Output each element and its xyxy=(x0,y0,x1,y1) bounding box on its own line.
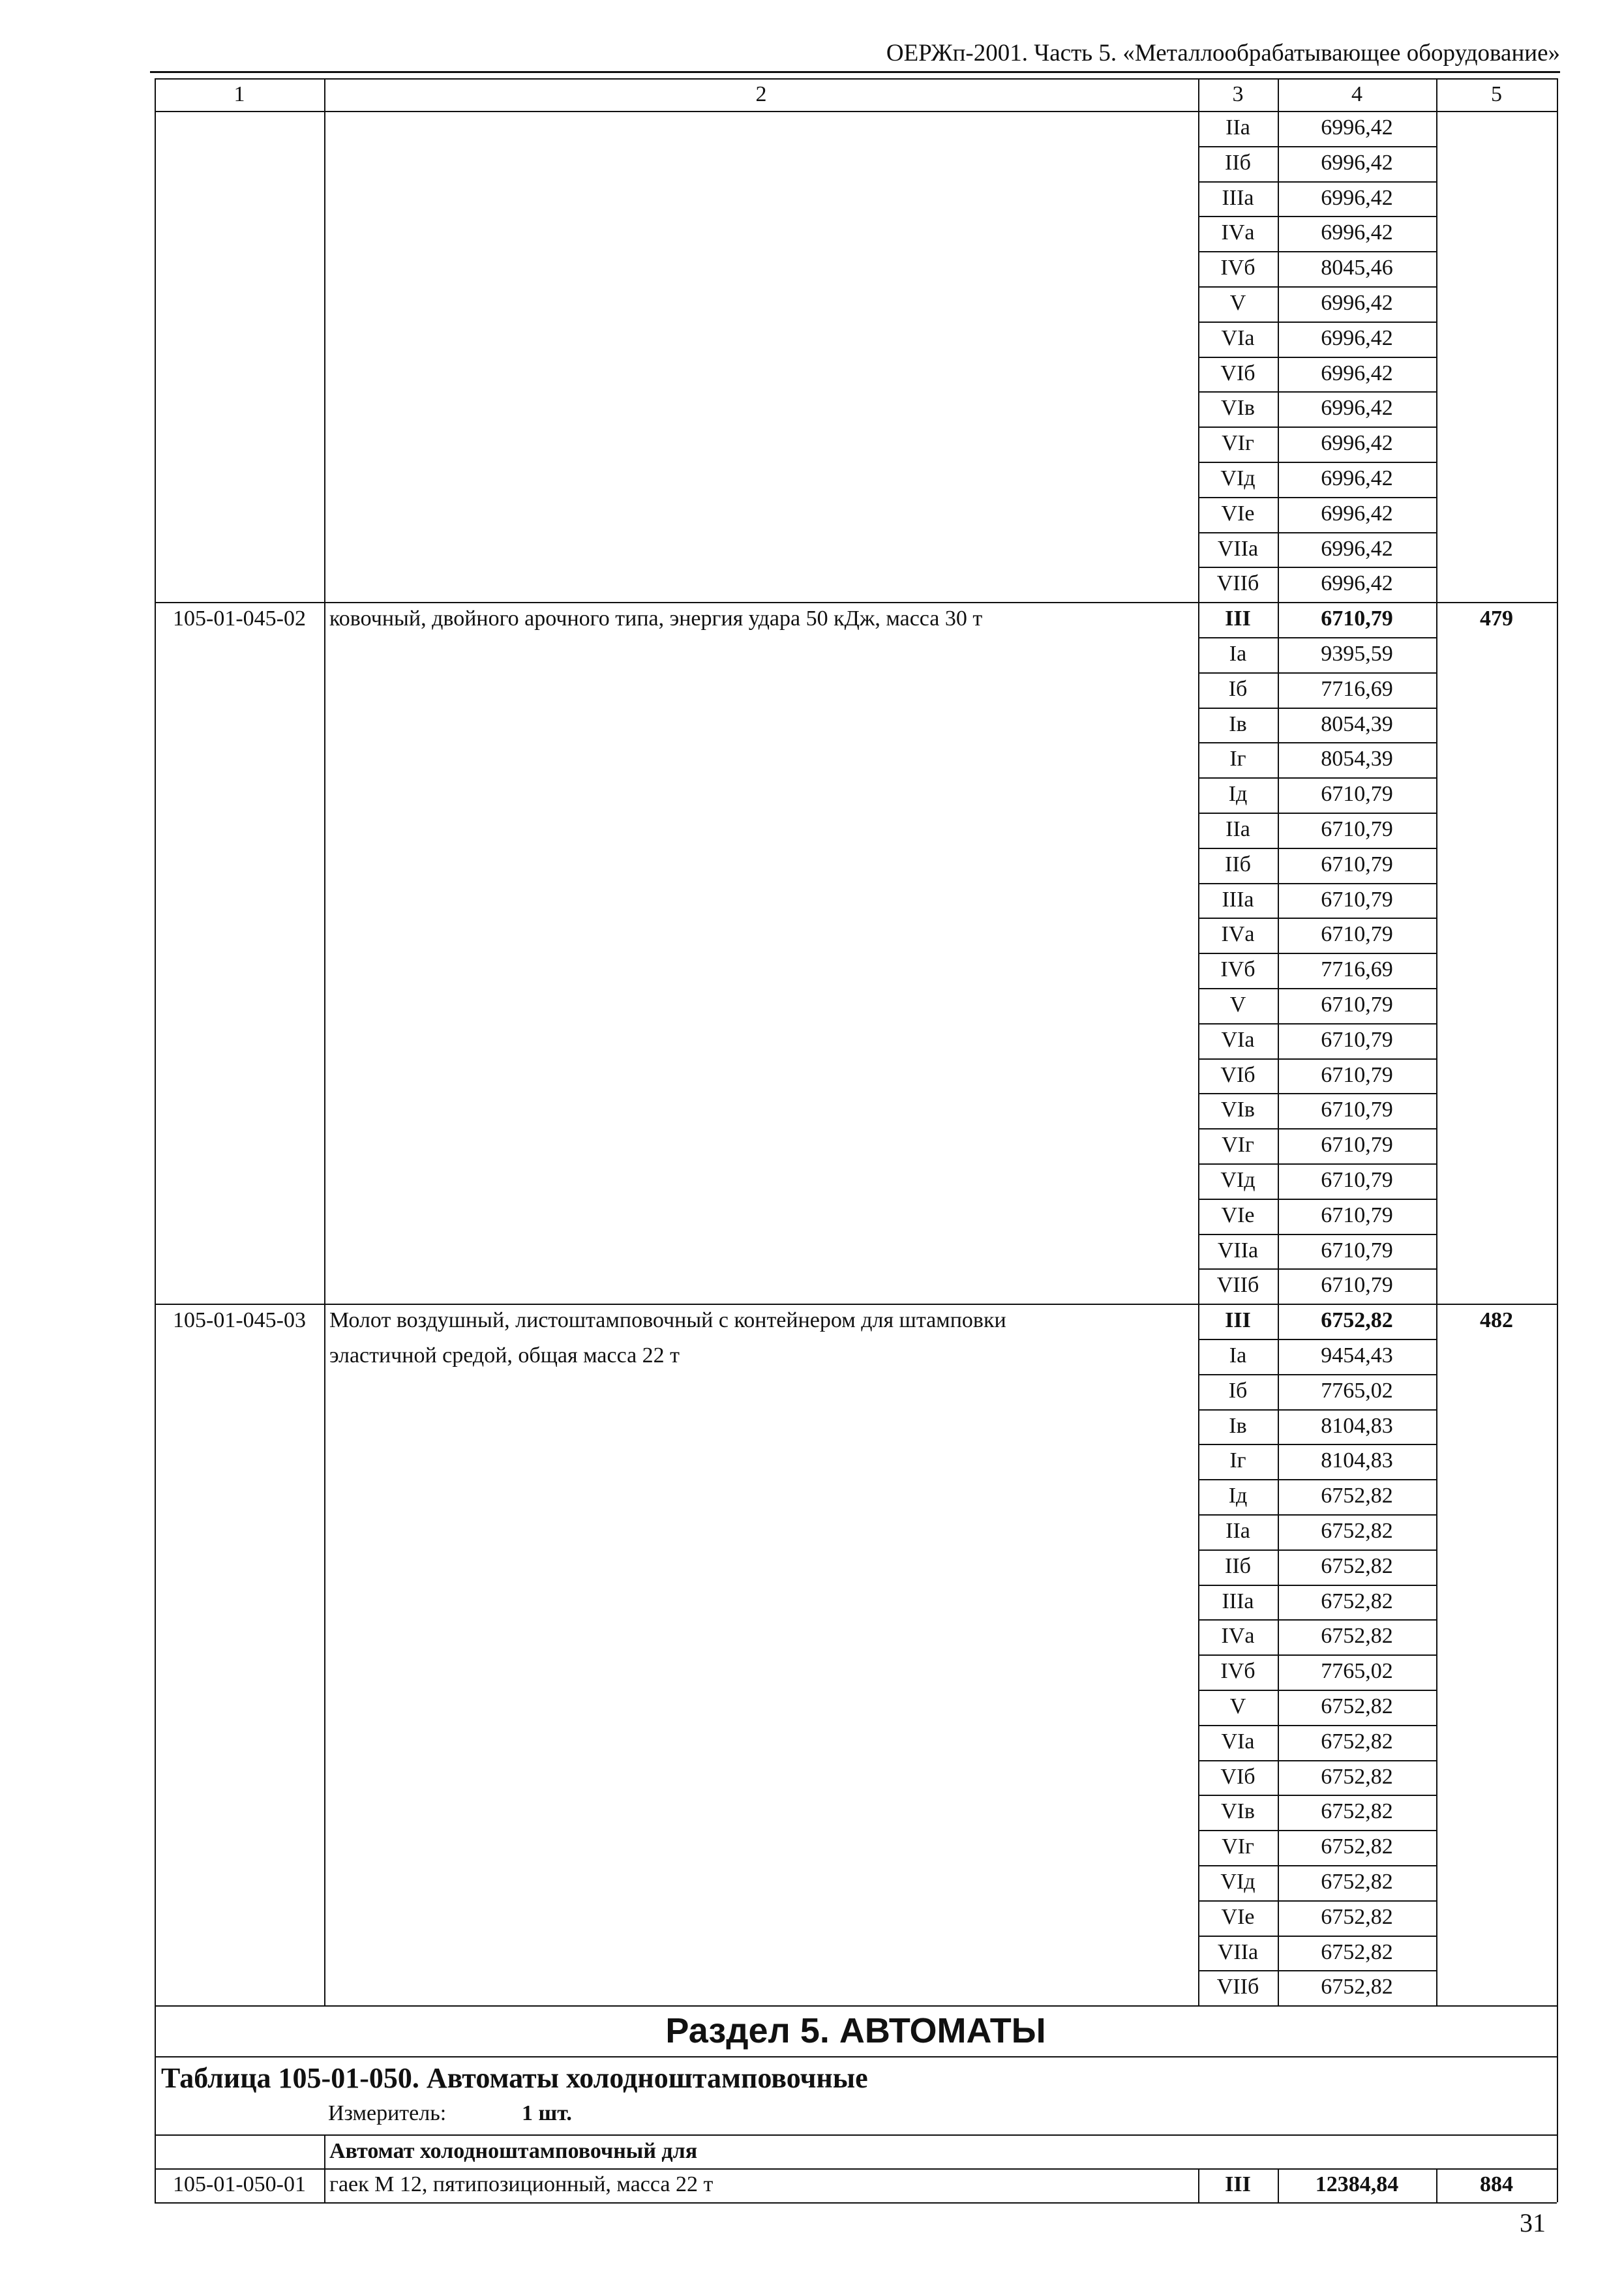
zone-cell: III xyxy=(1225,1308,1251,1333)
zone-cell: VIа xyxy=(1221,325,1255,350)
price-cell: 7716,69 xyxy=(1321,957,1393,982)
zone-cell: Iа xyxy=(1229,642,1247,666)
price-cell: 7716,69 xyxy=(1321,676,1393,701)
price-cell: 6710,79 xyxy=(1321,852,1393,876)
price-cell: 6710,79 xyxy=(1321,1098,1393,1122)
table-bottom-border xyxy=(155,2202,1557,2204)
entry-code: 105-01-050-01 xyxy=(173,2172,306,2197)
zone-cell: IIIа xyxy=(1222,887,1254,912)
section-title: Раздел 5. АВТОМАТЫ xyxy=(665,2011,1046,2051)
price-cell: 6752,82 xyxy=(1321,1764,1393,1789)
zone-cell: Iд xyxy=(1228,782,1248,807)
table-title: Таблица 105-01-050. Автоматы холодноштамповочные xyxy=(161,2062,868,2095)
entry-description: ковочный, двойного арочного типа, энергия удара 50 кДж, масса 30 т xyxy=(329,606,983,631)
price-cell: 6996,42 xyxy=(1321,501,1393,526)
price-cell: 6752,82 xyxy=(1321,1904,1393,1929)
zone-cell: IIIа xyxy=(1222,185,1254,210)
header-rule xyxy=(150,71,1560,73)
column-number: 5 xyxy=(1491,82,1502,106)
zone-cell: IIб xyxy=(1225,852,1251,876)
zone-cell: Iд xyxy=(1228,1484,1248,1508)
zone-cell: VIIб xyxy=(1216,1273,1259,1298)
entry-code: 105-01-045-02 xyxy=(173,606,306,631)
entry-total: 482 xyxy=(1480,1308,1513,1333)
column-divider xyxy=(1436,2168,1437,2202)
zone-cell: Iа xyxy=(1229,1343,1247,1368)
zone-cell: IVа xyxy=(1221,220,1255,245)
zone-cell: IVб xyxy=(1220,256,1256,280)
price-cell: 6710,79 xyxy=(1321,1062,1393,1087)
zone-cell: Iб xyxy=(1228,676,1248,701)
column-divider xyxy=(1198,2168,1199,2202)
price-cell: 6752,82 xyxy=(1321,1519,1393,1543)
column-divider xyxy=(1278,78,1279,2005)
zone-cell: VIг xyxy=(1222,1834,1254,1859)
zone-cell: VIв xyxy=(1221,1799,1255,1824)
price-cell: 9395,59 xyxy=(1321,642,1393,666)
zone-cell: IIа xyxy=(1226,1519,1250,1543)
zone-cell: VIв xyxy=(1221,396,1255,421)
price-cell: 6996,42 xyxy=(1321,431,1393,456)
zone-cell: VIIб xyxy=(1216,571,1259,596)
zone-cell: IVа xyxy=(1221,922,1255,947)
zone-cell: IVа xyxy=(1221,1624,1255,1649)
unit-value: 1 шт. xyxy=(522,2101,572,2126)
entry-code: 105-01-045-03 xyxy=(173,1308,306,1333)
price-cell: 6752,82 xyxy=(1321,1975,1393,1999)
price-cell: 8054,39 xyxy=(1321,747,1393,771)
column-divider xyxy=(324,2134,325,2168)
zone-cell: Iг xyxy=(1229,747,1246,771)
zone-cell: VIб xyxy=(1220,1062,1256,1087)
price-cell: 6710,79 xyxy=(1321,1203,1393,1227)
zone-cell: VIв xyxy=(1221,1098,1255,1122)
price-cell: 6710,79 xyxy=(1321,1168,1393,1192)
price-cell: 6710,79 xyxy=(1321,1273,1393,1298)
price-cell: 6752,82 xyxy=(1321,1624,1393,1649)
zone-cell: Iг xyxy=(1229,1448,1246,1473)
zone-cell: VIг xyxy=(1222,1133,1254,1158)
zone-cell: IIа xyxy=(1226,115,1250,140)
price-cell: 9454,43 xyxy=(1321,1343,1393,1368)
zone-cell: VIIа xyxy=(1217,536,1259,561)
column-divider xyxy=(324,2168,325,2202)
price-cell: 6752,82 xyxy=(1321,1694,1393,1718)
column-number: 1 xyxy=(233,82,245,106)
price-cell: 6710,79 xyxy=(1321,782,1393,807)
price-cell: 6996,42 xyxy=(1321,185,1393,210)
zone-cell: VIIа xyxy=(1217,1939,1259,1964)
price-cell: 6710,79 xyxy=(1321,817,1393,841)
price-cell: 6996,42 xyxy=(1321,220,1393,245)
table-right-border xyxy=(1557,2005,1558,2202)
price-cell: 6996,42 xyxy=(1321,536,1393,561)
price-cell: 6752,82 xyxy=(1321,1484,1393,1508)
zone-cell: IVб xyxy=(1220,957,1256,982)
column-divider xyxy=(1278,2168,1279,2202)
price-cell: 6996,42 xyxy=(1321,291,1393,315)
table-right-border xyxy=(1557,78,1558,2005)
price-cell: 6752,82 xyxy=(1321,1729,1393,1754)
zone-cell: Iв xyxy=(1229,711,1247,736)
zone-cell: VIIб xyxy=(1216,1975,1259,1999)
zone-cell: V xyxy=(1229,1694,1246,1718)
price-cell: 8104,83 xyxy=(1321,1448,1393,1473)
column-divider xyxy=(324,78,325,2005)
zone-cell: VIд xyxy=(1220,1870,1256,1894)
price-cell: 6996,42 xyxy=(1321,150,1393,175)
price-cell: 6996,42 xyxy=(1321,361,1393,385)
zone-cell: VIе xyxy=(1221,501,1255,526)
entry-description: Молот воздушный, листоштамповочный с контейнером для штамповки xyxy=(329,1308,1006,1333)
group-title: Автомат холодноштамповочный для xyxy=(329,2139,698,2164)
price-cell: 6710,79 xyxy=(1321,887,1393,912)
table-left-border xyxy=(155,78,156,2005)
zone-cell: IIб xyxy=(1225,150,1251,175)
price-cell: 8054,39 xyxy=(1321,711,1393,736)
price-cell: 6996,42 xyxy=(1321,115,1393,140)
zone-cell: VIд xyxy=(1220,466,1256,490)
price-cell: 6710,79 xyxy=(1321,922,1393,947)
price-cell: 6996,42 xyxy=(1321,396,1393,421)
zone-cell: Iб xyxy=(1228,1378,1248,1403)
column-divider xyxy=(1436,78,1437,2005)
price-cell: 6752,82 xyxy=(1321,1870,1393,1894)
entry-total: 479 xyxy=(1480,606,1513,631)
price-table xyxy=(155,78,1557,2222)
column-number: 3 xyxy=(1232,82,1244,106)
price-cell: 6710,79 xyxy=(1321,1027,1393,1052)
price-cell: 6710,79 xyxy=(1321,1133,1393,1158)
running-header: ОЕРЖп-2001. Часть 5. «Металлообрабатывающее оборудование» xyxy=(886,40,1560,67)
price-cell: 6752,82 xyxy=(1321,1834,1393,1859)
price-cell: 6710,79 xyxy=(1321,993,1393,1017)
zone-cell: VIе xyxy=(1221,1203,1255,1227)
zone-cell: VIIа xyxy=(1217,1238,1259,1263)
zone-cell: VIг xyxy=(1222,431,1254,456)
table-top-border xyxy=(155,78,1557,80)
price-cell: 8045,46 xyxy=(1321,256,1393,280)
entry-total: 884 xyxy=(1480,2172,1513,2197)
column-number: 4 xyxy=(1351,82,1362,106)
price-cell: 6996,42 xyxy=(1321,466,1393,490)
price-cell: 6996,42 xyxy=(1321,325,1393,350)
zone-cell: IIб xyxy=(1225,1553,1251,1578)
zone-cell: Iв xyxy=(1229,1413,1247,1438)
price-cell: 7765,02 xyxy=(1321,1378,1393,1403)
zone-cell: III xyxy=(1225,2172,1251,2197)
zone-cell: V xyxy=(1229,993,1246,1017)
price-cell: 6752,82 xyxy=(1321,1589,1393,1613)
price-cell: 6710,79 xyxy=(1321,1238,1393,1263)
entry-description: эластичной средой, общая масса 22 т xyxy=(329,1343,680,1368)
zone-cell: IIа xyxy=(1226,817,1250,841)
zone-cell: IIIа xyxy=(1222,1589,1254,1613)
price-cell: 6996,42 xyxy=(1321,571,1393,596)
price-cell: 8104,83 xyxy=(1321,1413,1393,1438)
page-number: 31 xyxy=(1520,2208,1546,2237)
zone-cell: V xyxy=(1229,291,1246,315)
price-cell: 7765,02 xyxy=(1321,1659,1393,1684)
zone-cell: VIа xyxy=(1221,1729,1255,1754)
zone-cell: IVб xyxy=(1220,1659,1256,1684)
entry-description: гаек М 12, пятипозиционный, масса 22 т xyxy=(329,2172,714,2197)
price-cell: 6752,82 xyxy=(1321,1553,1393,1578)
unit-label: Измеритель: xyxy=(328,2101,447,2126)
price-cell: 6752,82 xyxy=(1321,1308,1393,1333)
zone-cell: VIб xyxy=(1220,361,1256,385)
price-cell: 6752,82 xyxy=(1321,1939,1393,1964)
zone-cell: III xyxy=(1225,606,1251,631)
zone-cell: VIд xyxy=(1220,1168,1256,1192)
price-cell: 6710,79 xyxy=(1321,606,1393,631)
zone-cell: VIб xyxy=(1220,1764,1256,1789)
column-divider xyxy=(1198,78,1199,2005)
price-cell: 6752,82 xyxy=(1321,1799,1393,1824)
price-cell: 12384,84 xyxy=(1315,2172,1399,2197)
column-number: 2 xyxy=(755,82,767,106)
zone-cell: VIа xyxy=(1221,1027,1255,1052)
zone-cell: VIе xyxy=(1221,1904,1255,1929)
table-left-border xyxy=(155,2005,156,2202)
